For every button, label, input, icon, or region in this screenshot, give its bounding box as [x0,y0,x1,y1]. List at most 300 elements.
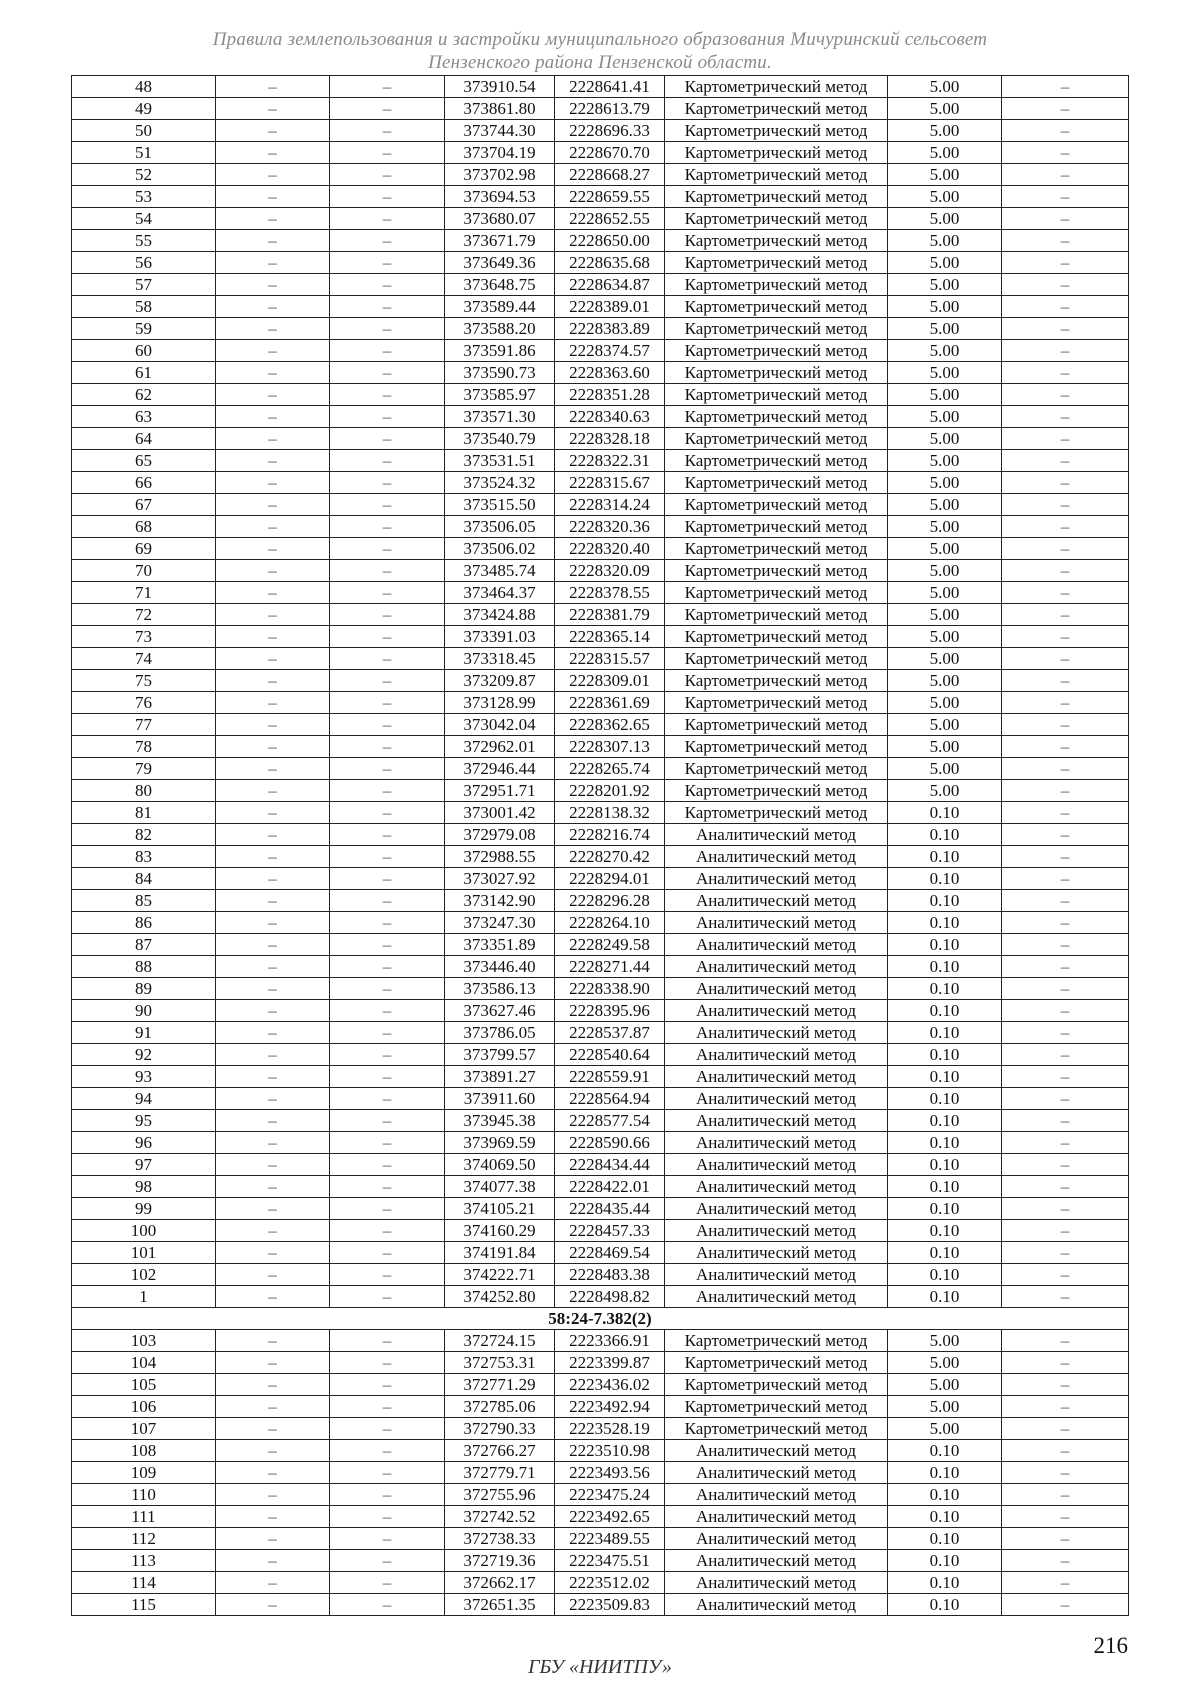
cell-accuracy: 5.00 [888,780,1002,802]
cell-point-number: 114 [72,1572,216,1594]
cell-col-2: – [216,1132,330,1154]
cell-col-8: – [1002,978,1129,1000]
cell-point-number: 97 [72,1154,216,1176]
table-row [72,1198,1129,1220]
cell-point-number: 99 [72,1198,216,1220]
section-title: 58:24-7.382(2) [72,1308,1129,1330]
cell-accuracy: 5.00 [888,76,1002,98]
cell-y-coordinate: 2223489.55 [555,1528,665,1550]
cell-point-number: 100 [72,1220,216,1242]
cell-x-coordinate: 373571.30 [445,406,555,428]
cell-method: Аналитический метод [665,868,888,890]
cell-method: Картометрический метод [665,648,888,670]
cell-x-coordinate: 373446.40 [445,956,555,978]
cell-accuracy: 0.10 [888,1088,1002,1110]
cell-col-2: – [216,516,330,538]
cell-y-coordinate: 2228457.33 [555,1220,665,1242]
cell-col-8: – [1002,1000,1129,1022]
cell-col-2: – [216,1110,330,1132]
cell-x-coordinate: 373702.98 [445,164,555,186]
header-line-1: Правила землепользования и застройки муниципального образования Мичуринский сельсовет [212,29,988,50]
cell-x-coordinate: 373969.59 [445,1132,555,1154]
cell-y-coordinate: 2228395.96 [555,1000,665,1022]
cell-method: Аналитический метод [665,1132,888,1154]
cell-y-coordinate: 2228365.14 [555,626,665,648]
cell-point-number: 59 [72,318,216,340]
cell-point-number: 108 [72,1440,216,1462]
cell-x-coordinate: 373648.75 [445,274,555,296]
cell-point-number: 83 [72,846,216,868]
cell-point-number: 115 [72,1594,216,1616]
cell-accuracy: 0.10 [888,846,1002,868]
cell-point-number: 102 [72,1264,216,1286]
cell-point-number: 106 [72,1396,216,1418]
cell-accuracy: 0.10 [888,1000,1002,1022]
cell-point-number: 62 [72,384,216,406]
cell-col-2: – [216,340,330,362]
cell-col-2: – [216,802,330,824]
cell-x-coordinate: 374069.50 [445,1154,555,1176]
cell-x-coordinate: 374252.80 [445,1286,555,1308]
cell-col-2: – [216,1044,330,1066]
cell-accuracy: 0.10 [888,802,1002,824]
cell-col-2: – [216,1418,330,1440]
cell-accuracy: 5.00 [888,692,1002,714]
cell-x-coordinate: 372753.31 [445,1352,555,1374]
cell-y-coordinate: 2228314.24 [555,494,665,516]
cell-x-coordinate: 373799.57 [445,1044,555,1066]
cell-accuracy: 0.10 [888,1132,1002,1154]
table-row [72,164,1129,186]
table-row [72,1000,1129,1022]
cell-x-coordinate: 372719.36 [445,1550,555,1572]
table-row [72,1484,1129,1506]
cell-col-8: – [1002,1088,1129,1110]
cell-col-2: – [216,736,330,758]
cell-accuracy: 5.00 [888,186,1002,208]
cell-y-coordinate: 2228322.31 [555,450,665,472]
cell-y-coordinate: 2228652.55 [555,208,665,230]
cell-point-number: 77 [72,714,216,736]
cell-col-2: – [216,1594,330,1616]
cell-col-2: – [216,296,330,318]
cell-col-8: – [1002,692,1129,714]
cell-col-3: – [330,582,445,604]
cell-col-2: – [216,978,330,1000]
cell-method: Аналитический метод [665,1594,888,1616]
table-row [72,846,1129,868]
cell-accuracy: 0.10 [888,1550,1002,1572]
cell-accuracy: 0.10 [888,890,1002,912]
cell-accuracy: 5.00 [888,340,1002,362]
cell-y-coordinate: 2228659.55 [555,186,665,208]
cell-accuracy: 5.00 [888,538,1002,560]
cell-point-number: 80 [72,780,216,802]
table-row [72,472,1129,494]
cell-accuracy: 5.00 [888,1330,1002,1352]
cell-accuracy: 0.10 [888,1440,1002,1462]
cell-x-coordinate: 373649.36 [445,252,555,274]
cell-y-coordinate: 2228309.01 [555,670,665,692]
cell-accuracy: 5.00 [888,428,1002,450]
cell-y-coordinate: 2228577.54 [555,1110,665,1132]
cell-accuracy: 5.00 [888,1374,1002,1396]
cell-col-2: – [216,1374,330,1396]
table-row [72,76,1129,98]
cell-col-3: – [330,1528,445,1550]
cell-y-coordinate: 2228483.38 [555,1264,665,1286]
cell-method: Аналитический метод [665,1484,888,1506]
cell-point-number: 110 [72,1484,216,1506]
cell-point-number: 98 [72,1176,216,1198]
cell-x-coordinate: 374191.84 [445,1242,555,1264]
cell-col-3: – [330,626,445,648]
cell-col-8: – [1002,318,1129,340]
cell-y-coordinate: 2228315.67 [555,472,665,494]
table-row [72,1220,1129,1242]
cell-col-8: – [1002,1176,1129,1198]
cell-point-number: 79 [72,758,216,780]
cell-x-coordinate: 372724.15 [445,1330,555,1352]
table-row [72,802,1129,824]
cell-x-coordinate: 373464.37 [445,582,555,604]
cell-method: Картометрический метод [665,626,888,648]
cell-x-coordinate: 372651.35 [445,1594,555,1616]
cell-col-8: – [1002,1022,1129,1044]
cell-accuracy: 5.00 [888,450,1002,472]
cell-method: Картометрический метод [665,582,888,604]
cell-method: Картометрический метод [665,780,888,802]
cell-col-3: – [330,868,445,890]
cell-col-8: – [1002,1550,1129,1572]
cell-y-coordinate: 2228363.60 [555,362,665,384]
cell-y-coordinate: 2228383.89 [555,318,665,340]
cell-method: Картометрический метод [665,1374,888,1396]
cell-accuracy: 0.10 [888,978,1002,1000]
cell-method: Аналитический метод [665,912,888,934]
cell-col-2: – [216,1528,330,1550]
cell-point-number: 85 [72,890,216,912]
cell-y-coordinate: 2228540.64 [555,1044,665,1066]
cell-point-number: 111 [72,1506,216,1528]
cell-method: Аналитический метод [665,1044,888,1066]
cell-x-coordinate: 373424.88 [445,604,555,626]
table-row [72,780,1129,802]
cell-method: Аналитический метод [665,1088,888,1110]
table-row [72,274,1129,296]
cell-col-3: – [330,208,445,230]
cell-col-3: – [330,384,445,406]
cell-y-coordinate: 2228590.66 [555,1132,665,1154]
table-row [72,1132,1129,1154]
cell-col-8: – [1002,956,1129,978]
cell-method: Картометрический метод [665,142,888,164]
cell-accuracy: 5.00 [888,296,1002,318]
cell-col-3: – [330,164,445,186]
cell-col-3: – [330,538,445,560]
cell-col-8: – [1002,1462,1129,1484]
cell-col-2: – [216,560,330,582]
cell-col-2: – [216,428,330,450]
cell-method: Аналитический метод [665,1462,888,1484]
cell-col-2: – [216,1330,330,1352]
cell-col-2: – [216,1176,330,1198]
cell-method: Аналитический метод [665,1264,888,1286]
table-row [72,626,1129,648]
cell-y-coordinate: 2228307.13 [555,736,665,758]
cell-col-3: – [330,692,445,714]
cell-y-coordinate: 2228320.40 [555,538,665,560]
cell-x-coordinate: 373588.20 [445,318,555,340]
cell-accuracy: 0.10 [888,1528,1002,1550]
cell-method: Аналитический метод [665,1550,888,1572]
cell-accuracy: 5.00 [888,670,1002,692]
cell-x-coordinate: 373861.80 [445,98,555,120]
cell-accuracy: 5.00 [888,406,1002,428]
cell-col-8: – [1002,384,1129,406]
cell-col-3: – [330,1022,445,1044]
cell-point-number: 91 [72,1022,216,1044]
cell-x-coordinate: 374105.21 [445,1198,555,1220]
table-row [72,1264,1129,1286]
cell-point-number: 93 [72,1066,216,1088]
cell-col-2: – [216,1286,330,1308]
cell-x-coordinate: 373142.90 [445,890,555,912]
cell-method: Аналитический метод [665,1286,888,1308]
cell-col-3: – [330,296,445,318]
cell-col-8: – [1002,340,1129,362]
cell-x-coordinate: 372988.55 [445,846,555,868]
cell-col-2: – [216,1000,330,1022]
table-row [72,736,1129,758]
cell-col-2: – [216,912,330,934]
cell-method: Картометрический метод [665,76,888,98]
cell-col-8: – [1002,230,1129,252]
cell-col-8: – [1002,1528,1129,1550]
cell-accuracy: 0.10 [888,956,1002,978]
cell-point-number: 71 [72,582,216,604]
cell-point-number: 57 [72,274,216,296]
cell-col-3: – [330,802,445,824]
cell-y-coordinate: 2228650.00 [555,230,665,252]
cell-col-3: – [330,428,445,450]
cell-y-coordinate: 2223366.91 [555,1330,665,1352]
cell-col-8: – [1002,1154,1129,1176]
cell-y-coordinate: 2228537.87 [555,1022,665,1044]
cell-y-coordinate: 2228271.44 [555,956,665,978]
cell-point-number: 101 [72,1242,216,1264]
cell-x-coordinate: 373318.45 [445,648,555,670]
cell-method: Картометрический метод [665,296,888,318]
cell-col-3: – [330,934,445,956]
table-row [72,384,1129,406]
table-row [72,1022,1129,1044]
cell-col-8: – [1002,1220,1129,1242]
cell-point-number: 95 [72,1110,216,1132]
table-row [72,538,1129,560]
cell-col-2: – [216,1440,330,1462]
cell-y-coordinate: 2228696.33 [555,120,665,142]
cell-x-coordinate: 372766.27 [445,1440,555,1462]
cell-y-coordinate: 2228315.57 [555,648,665,670]
cell-y-coordinate: 2228389.01 [555,296,665,318]
cell-col-2: – [216,98,330,120]
cell-col-3: – [330,252,445,274]
cell-col-8: – [1002,758,1129,780]
cell-method: Аналитический метод [665,846,888,868]
cell-col-2: – [216,890,330,912]
cell-col-8: – [1002,1110,1129,1132]
cell-x-coordinate: 373680.07 [445,208,555,230]
cell-col-8: – [1002,142,1129,164]
table-row [72,1594,1129,1616]
cell-col-2: – [216,1506,330,1528]
cell-method: Картометрический метод [665,340,888,362]
table-row [72,670,1129,692]
table-row [72,1110,1129,1132]
document-header [0,28,1200,74]
cell-col-2: – [216,472,330,494]
cell-col-8: – [1002,186,1129,208]
cell-col-8: – [1002,1044,1129,1066]
cell-method: Картометрический метод [665,164,888,186]
cell-col-3: – [330,1132,445,1154]
cell-x-coordinate: 373911.60 [445,1088,555,1110]
table-row [72,692,1129,714]
cell-point-number: 58 [72,296,216,318]
cell-col-8: – [1002,1264,1129,1286]
cell-x-coordinate: 373027.92 [445,868,555,890]
cell-col-3: – [330,472,445,494]
cell-accuracy: 5.00 [888,164,1002,186]
cell-x-coordinate: 373042.04 [445,714,555,736]
cell-col-8: – [1002,714,1129,736]
cell-col-3: – [330,1440,445,1462]
cell-x-coordinate: 373209.87 [445,670,555,692]
cell-y-coordinate: 2228361.69 [555,692,665,714]
table-row [72,516,1129,538]
cell-x-coordinate: 373531.51 [445,450,555,472]
cell-col-3: – [330,230,445,252]
table-row [72,1044,1129,1066]
cell-y-coordinate: 2228381.79 [555,604,665,626]
cell-method: Картометрический метод [665,450,888,472]
cell-accuracy: 5.00 [888,274,1002,296]
cell-method: Аналитический метод [665,956,888,978]
cell-col-8: – [1002,406,1129,428]
cell-col-8: – [1002,362,1129,384]
table-row [72,450,1129,472]
cell-y-coordinate: 2228216.74 [555,824,665,846]
cell-method: Аналитический метод [665,1528,888,1550]
cell-col-3: – [330,1550,445,1572]
cell-x-coordinate: 373515.50 [445,494,555,516]
cell-accuracy: 5.00 [888,318,1002,340]
table-row [72,1550,1129,1572]
cell-x-coordinate: 373351.89 [445,934,555,956]
cell-x-coordinate: 373128.99 [445,692,555,714]
cell-col-3: – [330,978,445,1000]
cell-col-2: – [216,76,330,98]
table-row [72,890,1129,912]
cell-point-number: 96 [72,1132,216,1154]
cell-point-number: 61 [72,362,216,384]
cell-x-coordinate: 374160.29 [445,1220,555,1242]
cell-col-2: – [216,604,330,626]
cell-point-number: 94 [72,1088,216,1110]
cell-x-coordinate: 373704.19 [445,142,555,164]
cell-point-number: 67 [72,494,216,516]
cell-y-coordinate: 2223492.94 [555,1396,665,1418]
cell-method: Картометрический метод [665,318,888,340]
cell-col-8: – [1002,1066,1129,1088]
cell-accuracy: 0.10 [888,868,1002,890]
cell-col-3: – [330,516,445,538]
cell-method: Картометрический метод [665,1396,888,1418]
cell-point-number: 56 [72,252,216,274]
cell-col-2: – [216,164,330,186]
cell-col-2: – [216,1242,330,1264]
cell-accuracy: 5.00 [888,758,1002,780]
cell-col-2: – [216,868,330,890]
cell-col-3: – [330,1264,445,1286]
cell-col-8: – [1002,868,1129,890]
cell-point-number: 53 [72,186,216,208]
cell-col-2: – [216,780,330,802]
cell-col-3: – [330,1396,445,1418]
cell-col-2: – [216,494,330,516]
cell-col-8: – [1002,428,1129,450]
cell-method: Картометрический метод [665,692,888,714]
cell-y-coordinate: 2228634.87 [555,274,665,296]
cell-point-number: 107 [72,1418,216,1440]
cell-x-coordinate: 373391.03 [445,626,555,648]
cell-method: Картометрический метод [665,1418,888,1440]
cell-point-number: 49 [72,98,216,120]
cell-y-coordinate: 2228340.63 [555,406,665,428]
cell-point-number: 76 [72,692,216,714]
cell-method: Аналитический метод [665,1220,888,1242]
cell-col-2: – [216,450,330,472]
table-row [72,824,1129,846]
table-row [72,340,1129,362]
cell-method: Картометрический метод [665,736,888,758]
table-row [72,1462,1129,1484]
cell-method: Картометрический метод [665,384,888,406]
cell-y-coordinate: 2228362.65 [555,714,665,736]
cell-y-coordinate: 2228270.42 [555,846,665,868]
cell-method: Аналитический метод [665,1198,888,1220]
cell-accuracy: 0.10 [888,1220,1002,1242]
cell-accuracy: 5.00 [888,472,1002,494]
cell-col-8: – [1002,1594,1129,1616]
cell-col-2: – [216,626,330,648]
cell-col-2: – [216,384,330,406]
cell-y-coordinate: 2228435.44 [555,1198,665,1220]
cell-x-coordinate: 372742.52 [445,1506,555,1528]
table-row [72,252,1129,274]
cell-accuracy: 0.10 [888,934,1002,956]
cell-col-8: – [1002,824,1129,846]
cell-col-2: – [216,1264,330,1286]
cell-col-2: – [216,1220,330,1242]
cell-x-coordinate: 373247.30 [445,912,555,934]
cell-y-coordinate: 2228264.10 [555,912,665,934]
cell-point-number: 87 [72,934,216,956]
cell-col-3: – [330,912,445,934]
cell-point-number: 51 [72,142,216,164]
cell-point-number: 109 [72,1462,216,1484]
